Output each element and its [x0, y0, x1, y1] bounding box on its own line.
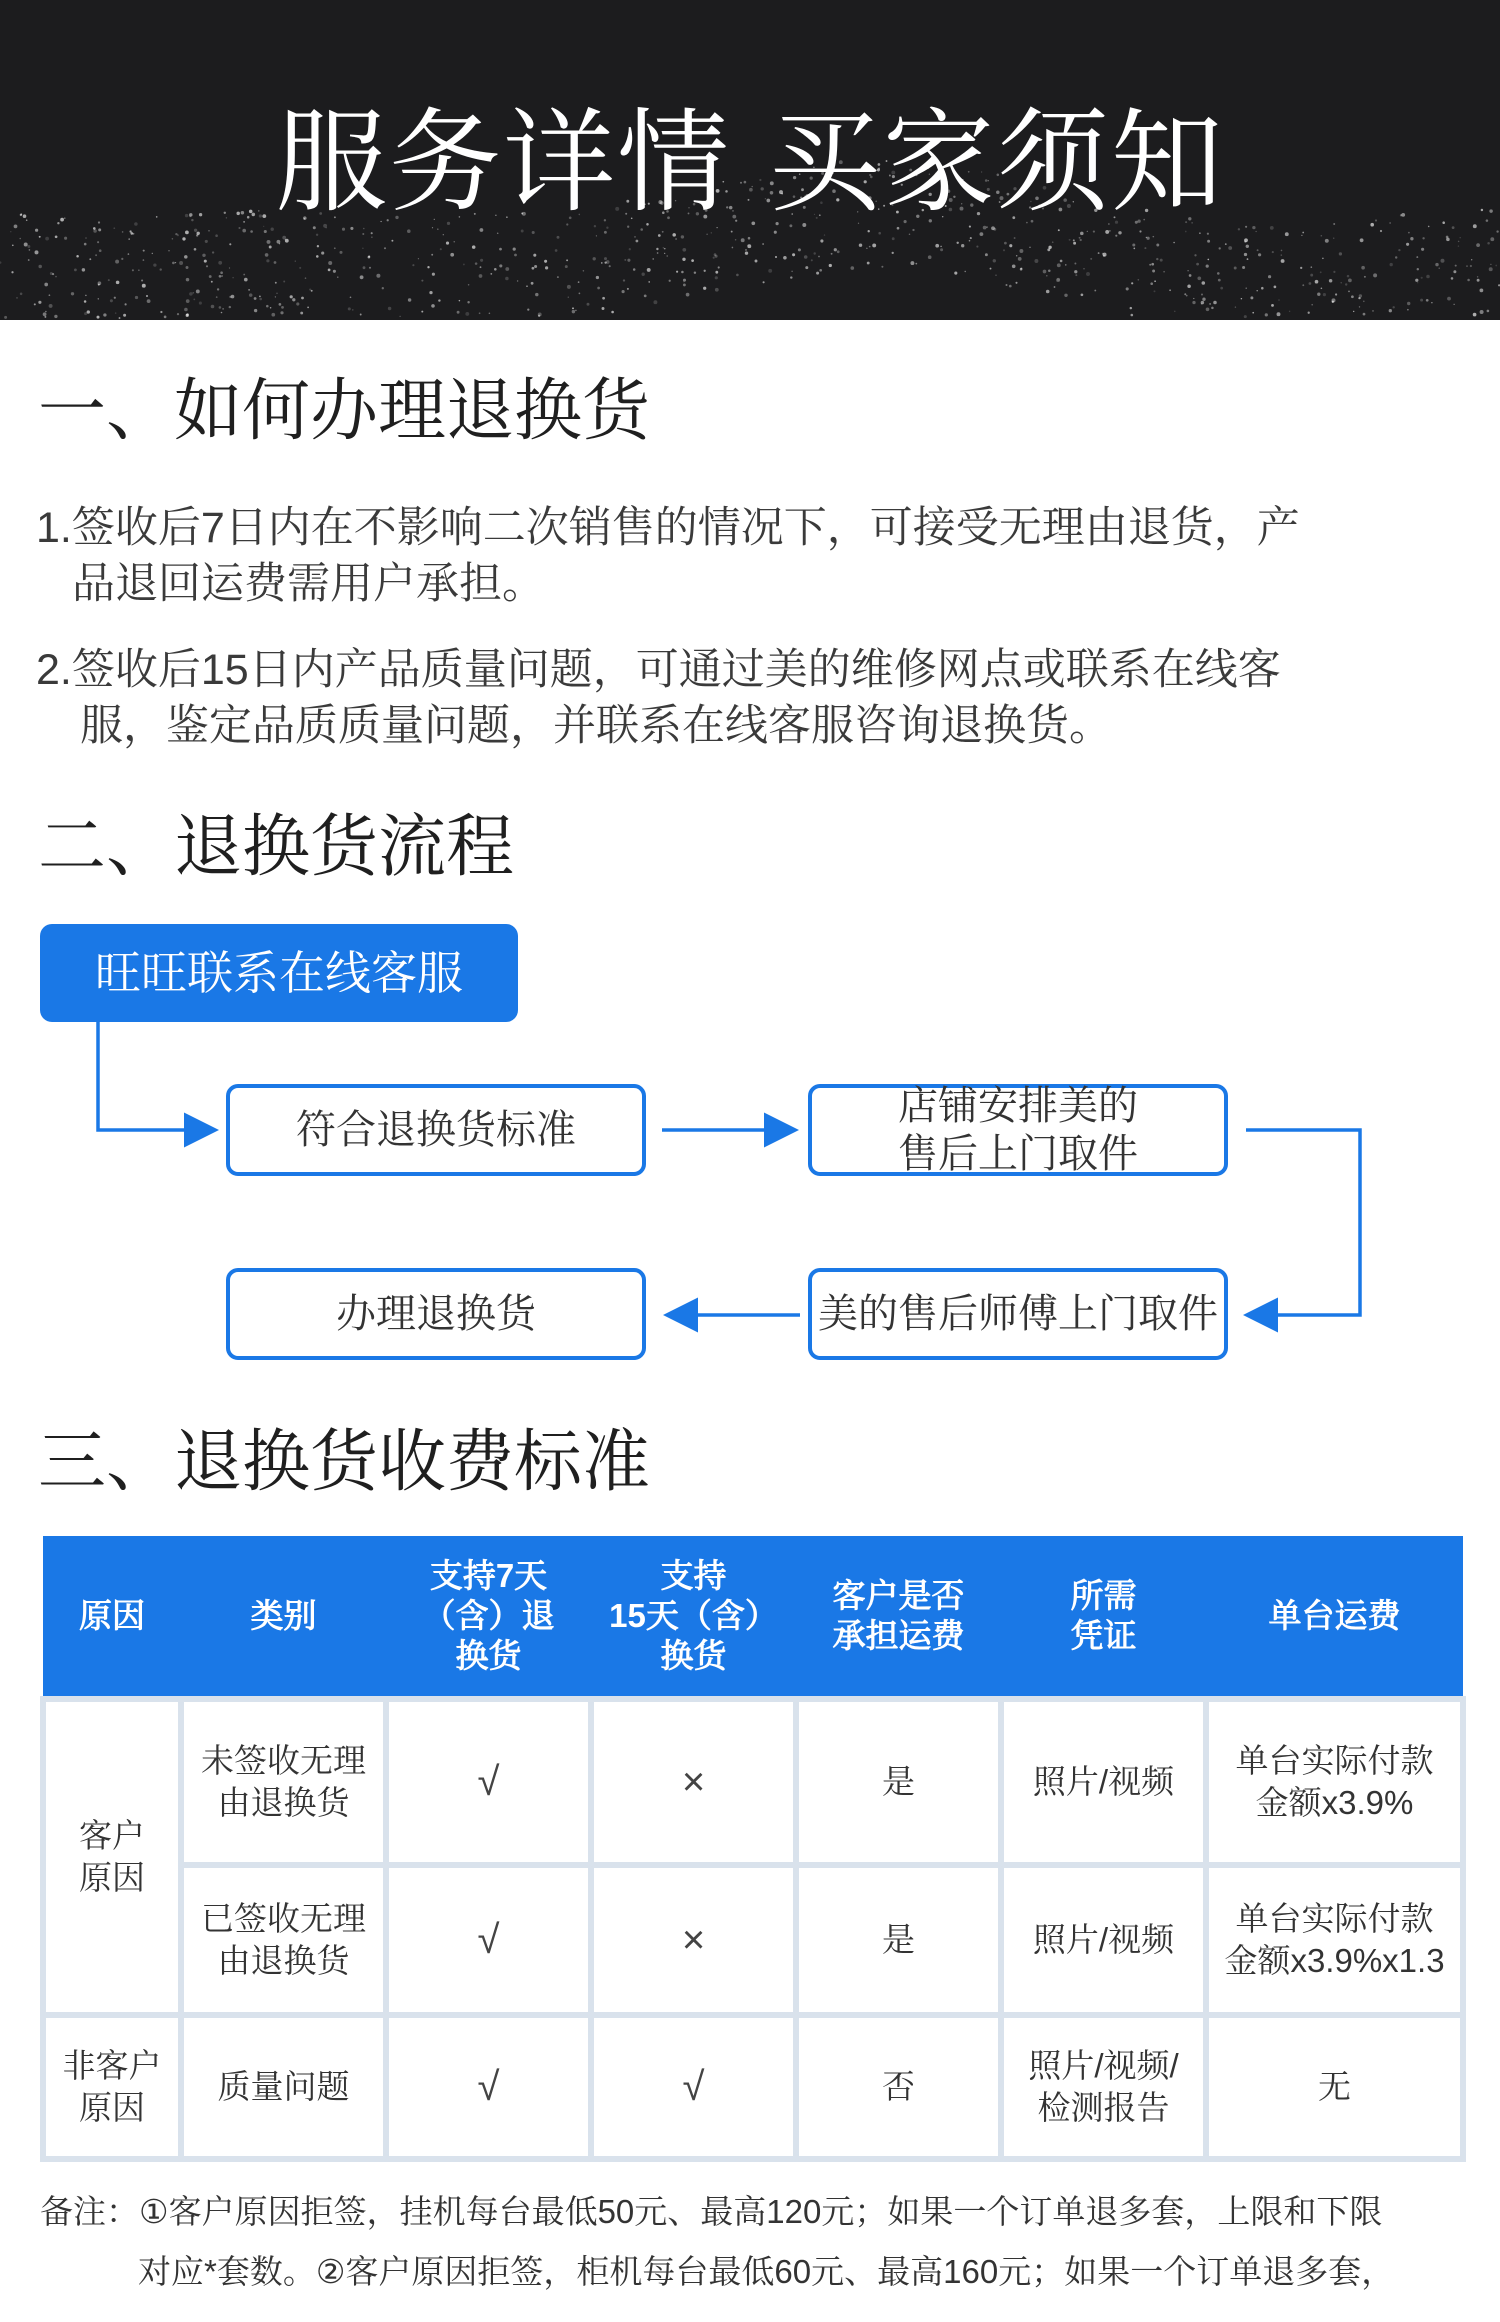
category-unsigned-line2: 由退换货 — [217, 1784, 350, 1821]
cell-fee-none: 无 — [1206, 2015, 1463, 2159]
policy-item-1 — [36, 500, 1456, 612]
section-title-return-flow: 二、退换货流程 — [38, 808, 515, 887]
cell-7day-check: √ — [386, 1865, 591, 2015]
header-15day-line2: 15天（含） — [609, 1597, 778, 1634]
category-unsigned — [181, 1699, 386, 1865]
table-row — [43, 1865, 1463, 2015]
header-15day-line3: 换货 — [660, 1637, 727, 1674]
category-signed-line2: 由退换货 — [217, 1942, 350, 1979]
header-shipping-line2: 承担运费 — [832, 1617, 965, 1654]
flow-step-technician-pickup: 美的售后师傅上门取件 — [808, 1268, 1228, 1360]
policy-item-1-line1: 1.签收后7日内在不影响二次销售的情况下，可接受无理由退货，产 — [36, 504, 1300, 552]
category-signed-line1: 已签收无理 — [201, 1900, 366, 1937]
fee-table — [40, 1536, 1466, 2162]
header-proof-line1: 所需 — [1070, 1577, 1137, 1614]
cell-shipping-yes: 是 — [796, 1865, 1001, 2015]
cell-7day-check: √ — [386, 1699, 591, 1865]
table-row — [43, 1699, 1463, 1865]
reason-customer-line2: 原因 — [79, 1859, 145, 1896]
header-shipping-line1: 客户是否 — [832, 1577, 965, 1614]
flow-step-arrange-line2: 售后上门取件 — [898, 1131, 1138, 1177]
cell-fee-line1: 单台实际付款 — [1235, 1900, 1434, 1937]
fee-table-header-row — [43, 1536, 1463, 1699]
arrow-contact-to-criteria — [98, 1022, 212, 1130]
section-title-fee-standard: 三、退换货收费标准 — [38, 1423, 651, 1502]
flow-step-process-return: 办理退换货 — [226, 1268, 646, 1360]
cell-fee — [1206, 1865, 1463, 2015]
category-unsigned-line1: 未签收无理 — [201, 1742, 366, 1779]
reason-non-customer — [43, 2015, 181, 2159]
cell-fee-line2: 金额x3.9% — [1255, 1784, 1414, 1821]
section-title-return-how: 一、如何办理退换货 — [38, 372, 651, 451]
fee-note-line1: 备注：①客户原因拒签，挂机每台最低50元、最高120元；如果一个订单退多套，上限和下限 — [40, 2193, 1383, 2230]
banner-title: 服务详情 买家须知 — [275, 98, 1225, 228]
cell-shipping-yes: 是 — [796, 1699, 1001, 1865]
flow-step-arrange-pickup — [808, 1084, 1228, 1176]
cell-shipping-no: 否 — [796, 2015, 1001, 2159]
header-category: 类别 — [181, 1536, 386, 1699]
cell-7day-check: √ — [386, 2015, 591, 2159]
cell-15day-check: √ — [591, 2015, 796, 2159]
cell-15day-cross: × — [591, 1699, 796, 1865]
header-7day-line3: 换货 — [455, 1637, 522, 1674]
header-banner — [0, 0, 1500, 320]
policy-item-2 — [36, 642, 1456, 754]
reason-customer-line1: 客户 — [79, 1817, 145, 1854]
header-proof — [1001, 1536, 1206, 1699]
header-15day-line1: 支持 — [660, 1557, 727, 1594]
header-15day — [591, 1536, 796, 1699]
header-proof-line2: 凭证 — [1070, 1617, 1137, 1654]
reason-non-customer-line1: 非客户 — [62, 2047, 162, 2084]
header-7day-line1: 支持7天 — [429, 1557, 548, 1594]
header-reason: 原因 — [43, 1536, 181, 1699]
cell-proof-line2: 检测报告 — [1037, 2089, 1170, 2126]
flow-step-arrange-line1: 店铺安排美的 — [898, 1083, 1138, 1129]
policy-item-2-line1: 2.签收后15日内产品质量问题，可通过美的维修网点或联系在线客 — [36, 646, 1281, 694]
cell-proof-line1: 照片/视频/ — [1028, 2047, 1179, 2084]
reason-customer — [43, 1699, 181, 2015]
category-signed — [181, 1865, 386, 2015]
cell-proof — [1001, 2015, 1206, 2159]
header-7day — [386, 1536, 591, 1699]
arrow-arrange-to-pickup — [1246, 1130, 1360, 1315]
cell-15day-cross: × — [591, 1865, 796, 2015]
cell-fee-line2: 金额x3.9%x1.3 — [1224, 1942, 1445, 1979]
flow-step-criteria: 符合退换货标准 — [226, 1084, 646, 1176]
header-7day-line2: （含）退 — [422, 1597, 555, 1634]
fee-note-line2: 对应*套数。②客户原因拒签，柜机每台最低60元、最高160元；如果一个订单退多套， — [138, 2253, 1395, 2290]
cell-proof: 照片/视频 — [1001, 1699, 1206, 1865]
header-unit-fee: 单台运费 — [1206, 1536, 1463, 1699]
cell-fee-line1: 单台实际付款 — [1235, 1742, 1434, 1779]
table-row — [43, 2015, 1463, 2159]
policy-item-1-line2: 品退回运费需用户承担。 — [72, 560, 545, 608]
reason-non-customer-line2: 原因 — [79, 2089, 145, 2126]
cell-proof: 照片/视频 — [1001, 1865, 1206, 2015]
fee-note — [40, 2182, 1460, 2302]
cell-fee — [1206, 1699, 1463, 1865]
flow-step-contact-service: 旺旺联系在线客服 — [40, 924, 518, 1022]
category-quality: 质量问题 — [181, 2015, 386, 2159]
policy-item-2-line2: 服，鉴定品质质量问题，并联系在线客服咨询退换货。 — [80, 702, 1112, 750]
header-shipping-paid — [796, 1536, 1001, 1699]
